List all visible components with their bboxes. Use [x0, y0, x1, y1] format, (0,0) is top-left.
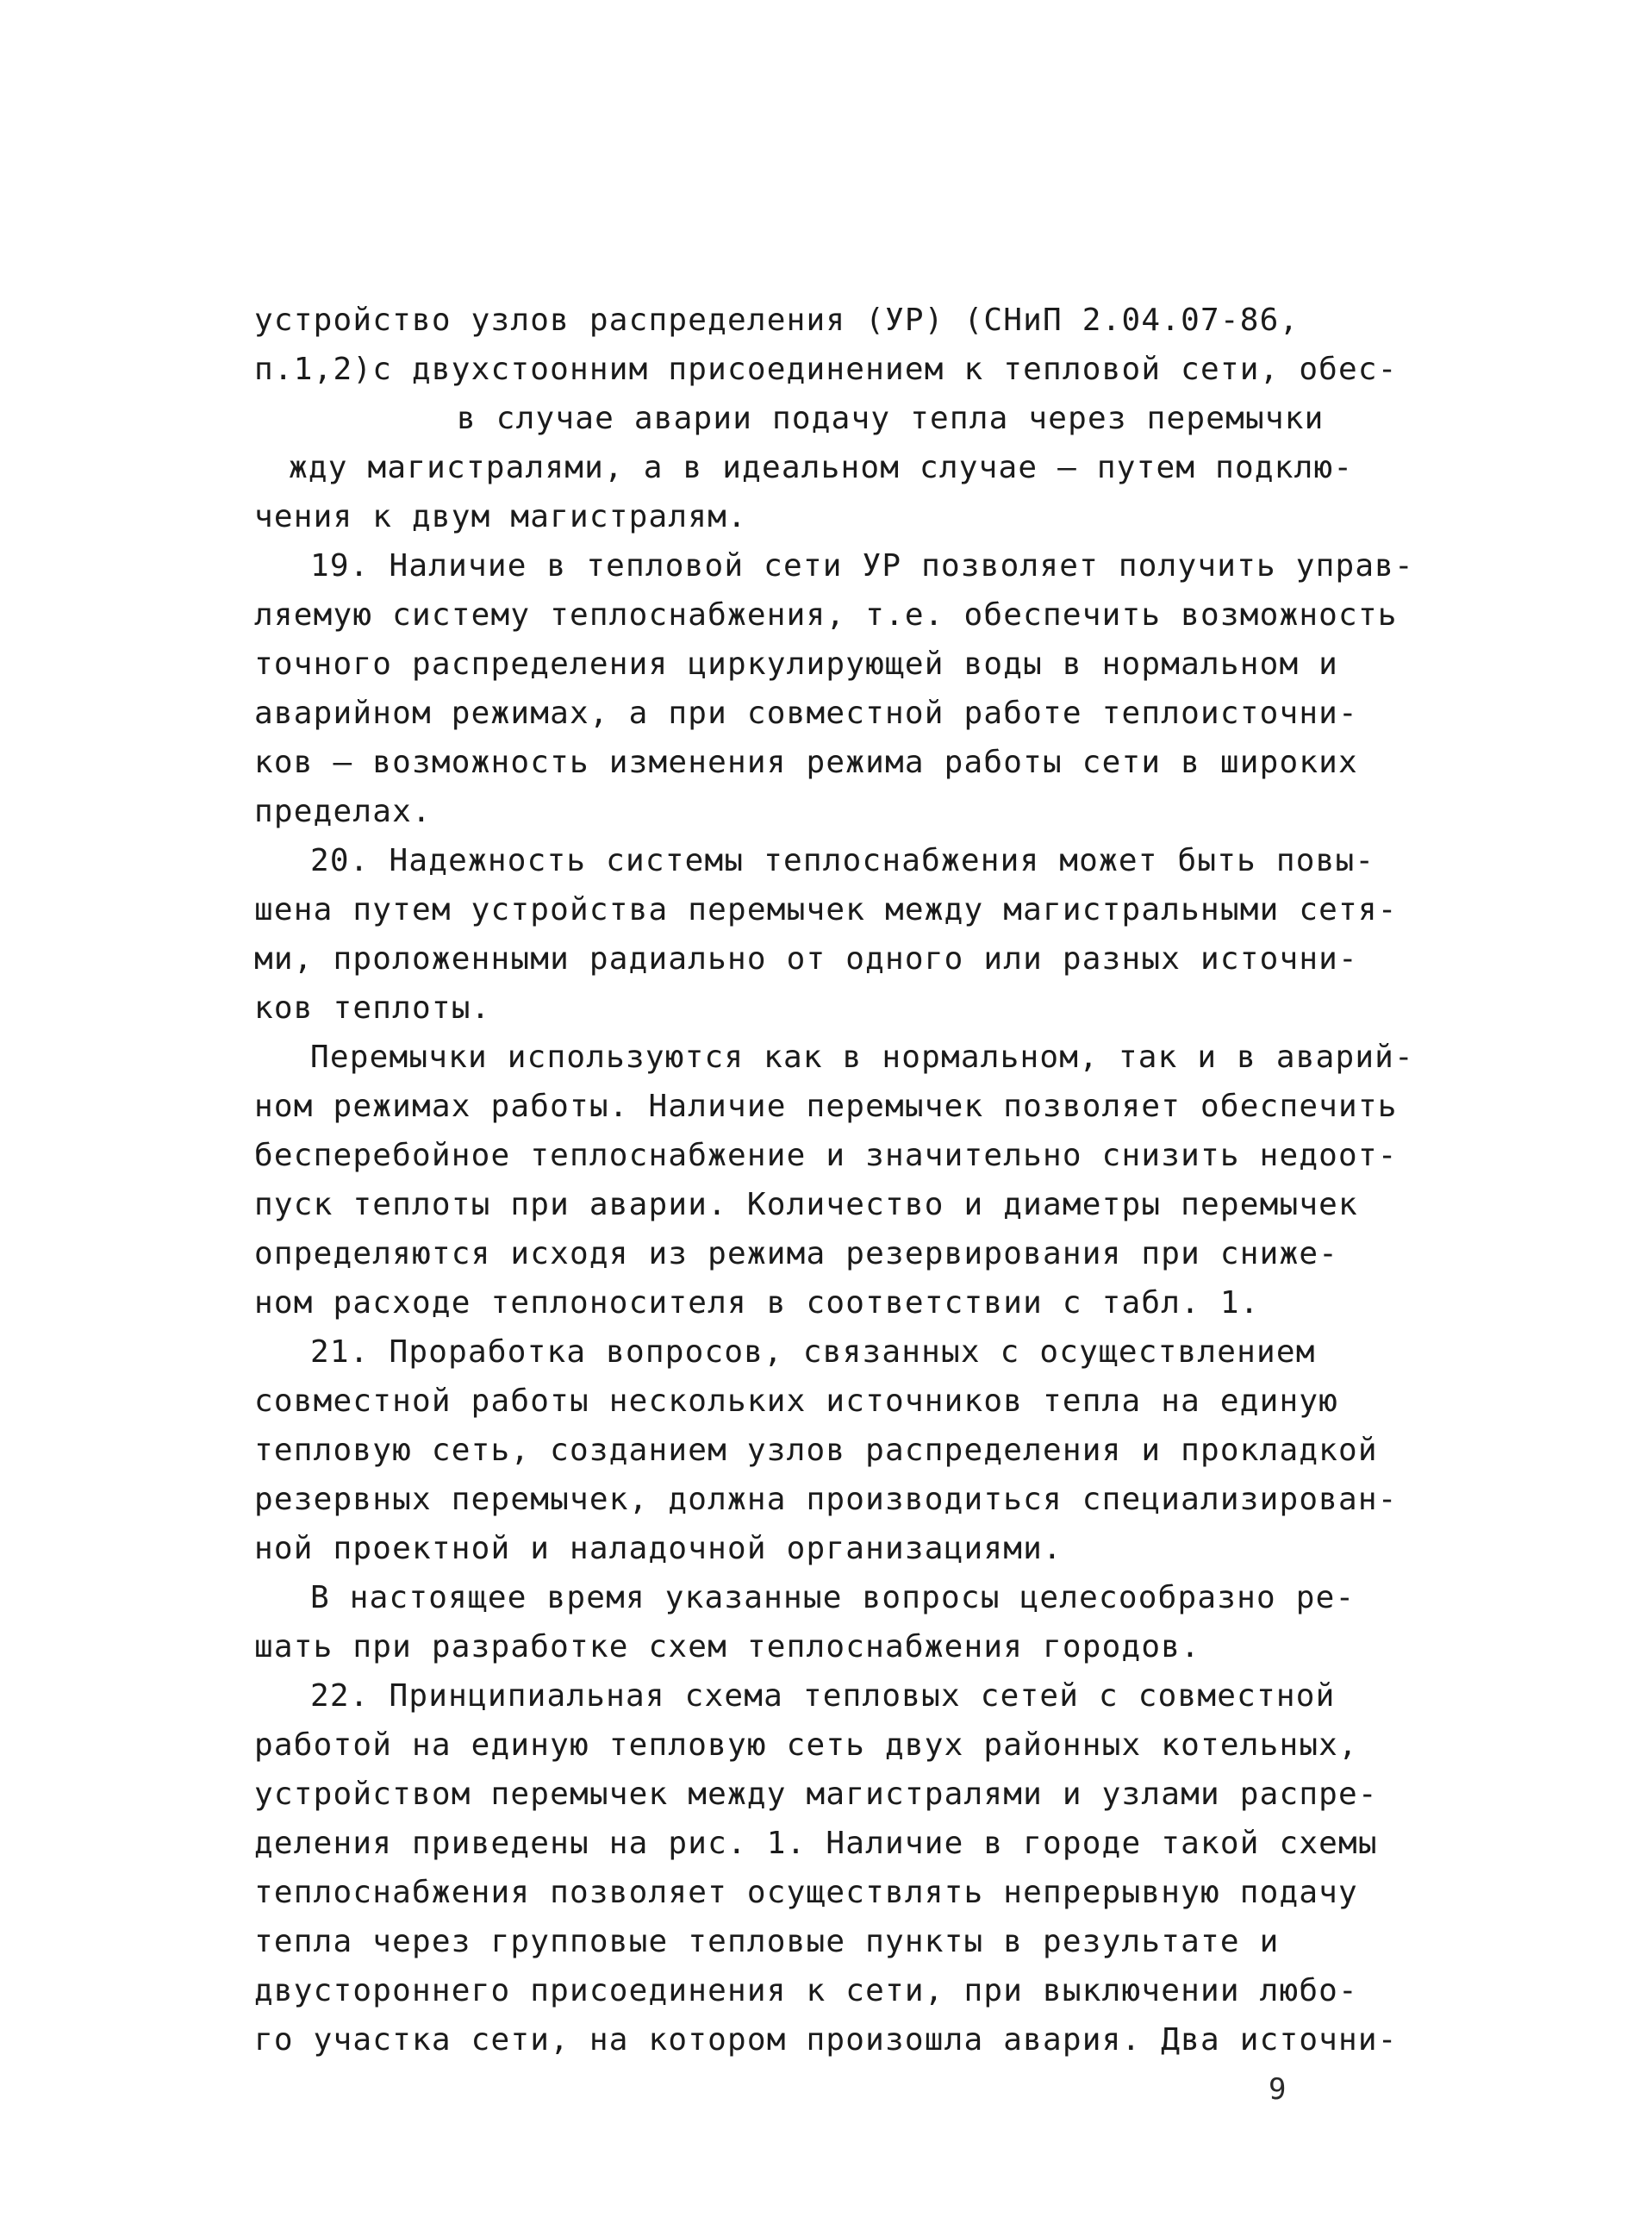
text-line: деления приведены на рис. 1. Наличие в городе такой схемы — [254, 1826, 1378, 1861]
text-line: 19. Наличие в тепловой сети УР позволяет получить управ- — [310, 548, 1414, 584]
text-line: жду магистралями, а в идеальном случае – путем подклю- — [289, 450, 1354, 485]
text-line: ми, проложенными радиально от одного или разных источни- — [254, 941, 1358, 977]
text-line: В настоящее время указанные вопросы целесообразно ре- — [310, 1580, 1356, 1615]
text-line: двустороннего присоединения к сети, при выключении любо- — [254, 1973, 1358, 2008]
text-line: пуск теплоты при аварии. Количество и диаметры перемычек — [254, 1187, 1358, 1222]
text-line: бесперебойное теплоснабжение и значительно снизить недоот- — [254, 1138, 1398, 1173]
text-line: чения к двум магистралям. — [254, 499, 747, 534]
text-line: 21. Проработка вопросов, связанных с осуществлением — [310, 1334, 1316, 1370]
text-line: точного распределения циркулирующей воды в нормальном и — [254, 646, 1339, 682]
text-line: теплоснабжения позволяет осуществлять непрерывную подачу — [254, 1875, 1358, 1910]
text-line: 20. Надежность системы теплоснабжения может быть повы- — [310, 843, 1375, 878]
text-line: го участка сети, на котором произошла авария. Два источни- — [254, 2022, 1398, 2058]
text-line: устройство узлов распределения (УР) (СНиП 2.04.07-86, — [254, 303, 1300, 338]
text-line: ков теплоты. — [254, 990, 491, 1026]
text-line: Перемычки используются как в нормальном, так и в аварий- — [310, 1040, 1414, 1075]
text-line: шена путем устройства перемычек между магистральными сетя- — [254, 892, 1398, 928]
text-line: шать при разработке схем теплоснабжения городов. — [254, 1629, 1200, 1665]
text-line: тепловую сеть, созданием узлов распределения и прокладкой — [254, 1433, 1378, 1468]
text-line: пределах. — [254, 794, 432, 829]
text-line: в случае аварии подачу тепла через перемычки — [457, 401, 1325, 436]
text-line: ляемую систему теплоснабжения, т.е. обеспечить возможность — [254, 597, 1398, 633]
text-line: ков – возможность изменения режима работы сети в широких — [254, 745, 1358, 780]
text-line: устройством перемычек между магистралями и узлами распре- — [254, 1777, 1378, 1812]
text-line: совместной работы нескольких источников тепла на единую — [254, 1383, 1339, 1419]
text-line: п.1,2)с двухстоонним присоединением к тепловой сети, обес- — [254, 352, 1398, 387]
text-line: ном расходе теплоносителя в соответствии с табл. 1. — [254, 1285, 1260, 1321]
text-line: определяются исходя из режима резервирования при сниже- — [254, 1236, 1339, 1271]
text-line: тепла через групповые тепловые пункты в результате и — [254, 1924, 1280, 1959]
page-number: 9 — [1269, 2072, 1287, 2107]
text-line: ном режимах работы. Наличие перемычек позволяет обеспечить — [254, 1089, 1398, 1124]
text-line: резервных перемычек, должна производиться специализирован- — [254, 1482, 1398, 1517]
text-line: работой на единую тепловую сеть двух районных котельных, — [254, 1727, 1358, 1763]
text-line: ной проектной и наладочной организациями. — [254, 1531, 1063, 1566]
text-line: аварийном режимах, а при совместной работе теплоисточни- — [254, 696, 1358, 731]
text-line: 22. Принципиальная схема тепловых сетей с совместной — [310, 1678, 1336, 1714]
